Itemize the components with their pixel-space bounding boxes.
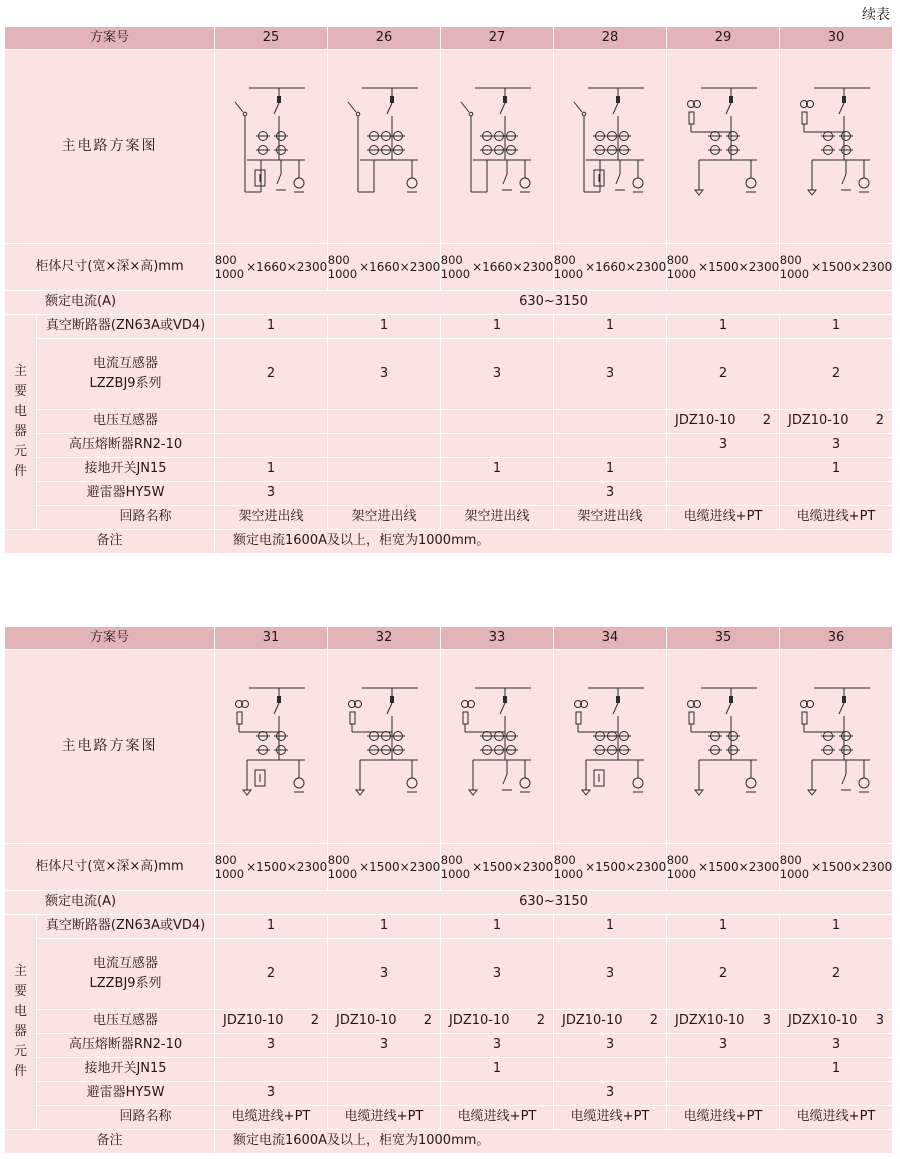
ct-row	[5, 339, 893, 410]
fuse-row	[5, 434, 893, 458]
earth-value	[667, 1058, 780, 1082]
size-value	[780, 253, 892, 281]
rated-current-row	[5, 291, 893, 315]
fuse-value	[554, 434, 667, 458]
fuse-value	[328, 434, 441, 458]
breaker-value: 1	[780, 915, 893, 939]
width-option-1: 800	[779, 253, 802, 267]
cabinet-size	[215, 244, 328, 291]
vt-value	[667, 410, 780, 434]
size-value	[215, 253, 327, 281]
name-value: 电缆进线+PT	[554, 1106, 667, 1130]
circuit-diagram-label: 主电路方案图	[5, 650, 215, 844]
earth-value: 1	[554, 458, 667, 482]
width-option-2: 1000	[327, 267, 358, 281]
fuse-value: 3	[667, 434, 780, 458]
vt-value	[215, 1010, 328, 1034]
fuse-value: 3	[441, 1034, 554, 1058]
scheme-number: 28	[554, 27, 667, 50]
earth-value	[215, 1058, 328, 1082]
single-line-diagram	[334, 682, 434, 812]
vt-value	[441, 1010, 554, 1034]
name-value: 电缆进线+PT	[667, 506, 780, 530]
earth-value: 1	[780, 458, 893, 482]
remark-label: 备注	[5, 1130, 215, 1154]
circuit-diagram	[780, 650, 893, 844]
size-value	[554, 853, 666, 881]
arrester-row	[5, 482, 893, 506]
scheme-no-label: 方案号	[5, 27, 215, 50]
arrester-value	[328, 1082, 441, 1106]
main-components-char: 主	[13, 364, 27, 379]
name-value: 架空进出线	[441, 506, 554, 530]
vt-model: JDZ10-10	[223, 1013, 284, 1029]
scheme-number: 35	[667, 627, 780, 650]
ct-value: 2	[780, 939, 893, 1010]
circuit-name-row	[5, 1106, 893, 1130]
circuit-diagram	[215, 50, 328, 244]
cabinet-size-label: 柜体尺寸(宽×深×高)mm	[5, 244, 215, 291]
diagram-row	[5, 50, 893, 244]
cabinet-size	[780, 244, 893, 291]
earth-switch-label: 接地开关JN15	[37, 458, 215, 482]
breaker-row	[5, 915, 893, 939]
remark-value: 额定电流1600A及以上，柜宽为1000mm。	[215, 1130, 893, 1154]
single-line-diagram	[447, 82, 547, 212]
cabinet-size	[780, 844, 893, 891]
vt-quantity: 2	[762, 413, 772, 429]
width-option-2: 1000	[214, 267, 245, 281]
fuse-value: 3	[780, 434, 893, 458]
width-option-1: 800	[666, 253, 689, 267]
cabinet-size	[328, 844, 441, 891]
depth-height: ×1500×2300	[246, 859, 328, 874]
width-option-1: 800	[779, 853, 802, 867]
vt-value	[328, 410, 441, 434]
vt-quantity: 2	[875, 413, 885, 429]
main-components-char: 要	[13, 384, 27, 399]
vt-label: 电压互感器	[37, 1010, 215, 1034]
circuit-diagram-label: 主电路方案图	[5, 50, 215, 244]
fuse-value: 3	[215, 1034, 328, 1058]
circuit-diagram	[780, 50, 893, 244]
width-option-2: 1000	[214, 867, 245, 881]
width-option-1: 800	[666, 853, 689, 867]
depth-height: ×1500×2300	[811, 859, 893, 874]
arrester-label: 避雷器HY5W	[37, 482, 215, 506]
ct-label-line2: LZZBJ9系列	[89, 976, 162, 991]
width-option-2: 1000	[666, 867, 697, 881]
arrester-value: 3	[554, 1082, 667, 1106]
fuse-value: 3	[667, 1034, 780, 1058]
circuit-diagram	[215, 650, 328, 844]
size-value	[328, 853, 440, 881]
width-option-2: 1000	[666, 267, 697, 281]
earth-value	[667, 458, 780, 482]
width-option-1: 800	[327, 853, 350, 867]
vt-value	[780, 410, 893, 434]
width-option-2: 1000	[440, 267, 471, 281]
single-line-diagram	[334, 82, 434, 212]
breaker-value: 1	[554, 915, 667, 939]
arrester-value	[441, 1082, 554, 1106]
circuit-diagram	[667, 650, 780, 844]
width-option-2: 1000	[327, 867, 358, 881]
main-components-char: 电	[13, 404, 27, 419]
cabinet-size	[667, 844, 780, 891]
scheme-number: 29	[667, 27, 780, 50]
width-option-2: 1000	[553, 867, 584, 881]
arrester-label: 避雷器HY5W	[37, 1082, 215, 1106]
width-option-1: 800	[553, 853, 576, 867]
vt-value	[554, 410, 667, 434]
size-value	[780, 853, 892, 881]
single-line-diagram	[221, 682, 321, 812]
scheme-number: 34	[554, 627, 667, 650]
size-value	[667, 253, 779, 281]
vt-row	[5, 410, 893, 434]
width-option-2: 1000	[779, 267, 810, 281]
ct-value: 2	[667, 939, 780, 1010]
circuit-diagram	[328, 650, 441, 844]
circuit-name-label: 回路名称	[37, 1106, 215, 1130]
main-components-label	[5, 315, 37, 530]
remark-row	[5, 1130, 893, 1154]
width-option-1: 800	[327, 253, 350, 267]
width-option-1: 800	[214, 253, 237, 267]
depth-height: ×1500×2300	[472, 859, 554, 874]
vt-model: JDZ10-10	[788, 413, 849, 429]
main-components-char: 件	[13, 1064, 27, 1079]
header-row	[5, 27, 893, 50]
vt-quantity: 2	[649, 1013, 659, 1029]
rated-current-label: 额定电流(A)	[5, 291, 215, 315]
ct-label-line2: LZZBJ9系列	[89, 376, 162, 391]
main-components-char: 器	[13, 1024, 27, 1039]
size-value	[441, 253, 553, 281]
name-value: 架空进出线	[554, 506, 667, 530]
size-row	[5, 844, 893, 891]
width-option-2: 1000	[440, 867, 471, 881]
size-value	[215, 853, 327, 881]
size-value	[667, 853, 779, 881]
earth-switch-row	[5, 1058, 893, 1082]
arrester-value	[667, 1082, 780, 1106]
earth-value	[554, 1058, 667, 1082]
breaker-label: 真空断路器(ZN63A或VD4)	[37, 915, 215, 939]
scheme-table	[4, 626, 893, 1154]
circuit-name-row	[5, 506, 893, 530]
main-components-char: 电	[13, 1004, 27, 1019]
name-value: 电缆进线+PT	[780, 1106, 893, 1130]
name-value: 电缆进线+PT	[780, 506, 893, 530]
main-components-char: 要	[13, 984, 27, 999]
name-value: 电缆进线+PT	[215, 1106, 328, 1130]
width-option-1: 800	[440, 253, 463, 267]
vt-model: JDZX10-10	[788, 1013, 858, 1029]
vt-value	[667, 1010, 780, 1034]
cabinet-size	[554, 844, 667, 891]
width-option-2: 1000	[553, 267, 584, 281]
vt-model: JDZ10-10	[675, 413, 736, 429]
breaker-value: 1	[554, 315, 667, 339]
depth-height: ×1660×2300	[359, 259, 441, 274]
main-components-char: 器	[13, 424, 27, 439]
remark-value: 额定电流1600A及以上，柜宽为1000mm。	[215, 530, 893, 554]
vt-quantity: 3	[875, 1013, 885, 1029]
breaker-value: 1	[441, 315, 554, 339]
fuse-label: 高压熔断器RN2-10	[37, 1034, 215, 1058]
earth-value	[328, 1058, 441, 1082]
earth-value: 1	[441, 458, 554, 482]
earth-value	[328, 458, 441, 482]
breaker-value: 1	[667, 315, 780, 339]
earth-value: 1	[441, 1058, 554, 1082]
ct-label	[37, 939, 215, 1010]
vt-value	[215, 410, 328, 434]
vt-value	[328, 1010, 441, 1034]
rated-current-value: 630~3150	[215, 891, 893, 915]
circuit-diagram	[554, 650, 667, 844]
ct-label	[37, 339, 215, 410]
fuse-value: 3	[554, 1034, 667, 1058]
vt-quantity: 2	[536, 1013, 546, 1029]
earth-value: 1	[780, 1058, 893, 1082]
depth-height: ×1500×2300	[585, 859, 667, 874]
name-value: 架空进出线	[328, 506, 441, 530]
scheme-number: 30	[780, 27, 893, 50]
main-components-label	[5, 915, 37, 1130]
rated-current-value: 630~3150	[215, 291, 893, 315]
arrester-value	[780, 1082, 893, 1106]
arrester-value	[667, 482, 780, 506]
scheme-number: 36	[780, 627, 893, 650]
vt-quantity: 2	[423, 1013, 433, 1029]
fuse-row	[5, 1034, 893, 1058]
header-row	[5, 627, 893, 650]
vt-quantity: 2	[310, 1013, 320, 1029]
ct-value: 2	[667, 339, 780, 410]
size-value	[441, 853, 553, 881]
vt-value	[441, 410, 554, 434]
breaker-value: 1	[441, 915, 554, 939]
cabinet-size	[441, 844, 554, 891]
width-option-1: 800	[214, 853, 237, 867]
breaker-row	[5, 315, 893, 339]
arrester-value: 3	[215, 1082, 328, 1106]
ct-value: 3	[441, 339, 554, 410]
rated-current-label: 额定电流(A)	[5, 891, 215, 915]
name-value: 电缆进线+PT	[441, 1106, 554, 1130]
cabinet-size-label: 柜体尺寸(宽×深×高)mm	[5, 844, 215, 891]
breaker-value: 1	[667, 915, 780, 939]
vt-row	[5, 1010, 893, 1034]
vt-model: JDZ10-10	[336, 1013, 397, 1029]
fuse-label: 高压熔断器RN2-10	[37, 434, 215, 458]
single-line-diagram	[673, 82, 773, 212]
ct-value: 2	[780, 339, 893, 410]
ct-value: 2	[215, 339, 328, 410]
arrester-row	[5, 1082, 893, 1106]
cabinet-size	[215, 844, 328, 891]
scheme-number: 26	[328, 27, 441, 50]
earth-switch-row	[5, 458, 893, 482]
diagram-row	[5, 650, 893, 844]
arrester-value	[328, 482, 441, 506]
single-line-diagram	[447, 682, 547, 812]
scheme-table	[4, 26, 893, 554]
depth-height: ×1500×2300	[698, 859, 780, 874]
scheme-number: 33	[441, 627, 554, 650]
width-option-1: 800	[553, 253, 576, 267]
arrester-value	[780, 482, 893, 506]
circuit-diagram	[667, 50, 780, 244]
breaker-value: 1	[328, 315, 441, 339]
single-line-diagram	[673, 682, 773, 812]
cabinet-size	[441, 244, 554, 291]
depth-height: ×1660×2300	[246, 259, 328, 274]
breaker-value: 1	[780, 315, 893, 339]
vt-value	[554, 1010, 667, 1034]
single-line-diagram	[560, 82, 660, 212]
main-components-char: 件	[13, 464, 27, 479]
circuit-diagram	[441, 50, 554, 244]
breaker-label: 真空断路器(ZN63A或VD4)	[37, 315, 215, 339]
main-components-char: 主	[13, 964, 27, 979]
vt-model: JDZX10-10	[675, 1013, 745, 1029]
single-line-diagram	[221, 82, 321, 212]
earth-switch-label: 接地开关JN15	[37, 1058, 215, 1082]
depth-height: ×1660×2300	[472, 259, 554, 274]
single-line-diagram	[786, 682, 886, 812]
rated-current-row	[5, 891, 893, 915]
vt-quantity: 3	[762, 1013, 772, 1029]
scheme-no-label: 方案号	[5, 627, 215, 650]
breaker-value: 1	[328, 915, 441, 939]
fuse-value: 3	[328, 1034, 441, 1058]
ct-value: 3	[328, 339, 441, 410]
ct-value: 3	[554, 339, 667, 410]
scheme-number: 27	[441, 27, 554, 50]
ct-label-line1: 电流互感器	[93, 955, 159, 971]
continued-label: 续表	[862, 7, 890, 23]
circuit-diagram	[554, 50, 667, 244]
width-option-2: 1000	[779, 867, 810, 881]
single-line-diagram	[560, 682, 660, 812]
remark-row	[5, 530, 893, 554]
vt-value	[780, 1010, 893, 1034]
circuit-diagram	[328, 50, 441, 244]
ct-value: 3	[328, 939, 441, 1010]
ct-value: 2	[215, 939, 328, 1010]
name-value: 电缆进线+PT	[667, 1106, 780, 1130]
size-value	[328, 253, 440, 281]
breaker-value: 1	[215, 315, 328, 339]
earth-value: 1	[215, 458, 328, 482]
ct-label-line1: 电流互感器	[93, 355, 159, 371]
scheme-number: 31	[215, 627, 328, 650]
arrester-value	[441, 482, 554, 506]
vt-model: JDZ10-10	[449, 1013, 510, 1029]
vt-model: JDZ10-10	[562, 1013, 623, 1029]
single-line-diagram	[786, 82, 886, 212]
remark-label: 备注	[5, 530, 215, 554]
ct-row	[5, 939, 893, 1010]
depth-height: ×1500×2300	[811, 259, 893, 274]
ct-value: 3	[554, 939, 667, 1010]
circuit-name-label: 回路名称	[37, 506, 215, 530]
circuit-diagram	[441, 650, 554, 844]
fuse-value	[215, 434, 328, 458]
cabinet-size	[554, 244, 667, 291]
name-value: 电缆进线+PT	[328, 1106, 441, 1130]
scheme-number: 25	[215, 27, 328, 50]
name-value: 架空进出线	[215, 506, 328, 530]
ct-value: 3	[441, 939, 554, 1010]
main-components-char: 元	[13, 444, 27, 459]
main-components-char: 元	[13, 1044, 27, 1059]
arrester-value: 3	[215, 482, 328, 506]
scheme-number: 32	[328, 627, 441, 650]
arrester-value: 3	[554, 482, 667, 506]
breaker-value: 1	[215, 915, 328, 939]
size-value	[554, 253, 666, 281]
cabinet-size	[667, 244, 780, 291]
depth-height: ×1500×2300	[698, 259, 780, 274]
depth-height: ×1500×2300	[359, 859, 441, 874]
fuse-value	[441, 434, 554, 458]
fuse-value: 3	[780, 1034, 893, 1058]
size-row	[5, 244, 893, 291]
depth-height: ×1660×2300	[585, 259, 667, 274]
vt-label: 电压互感器	[37, 410, 215, 434]
width-option-1: 800	[440, 853, 463, 867]
cabinet-size	[328, 244, 441, 291]
